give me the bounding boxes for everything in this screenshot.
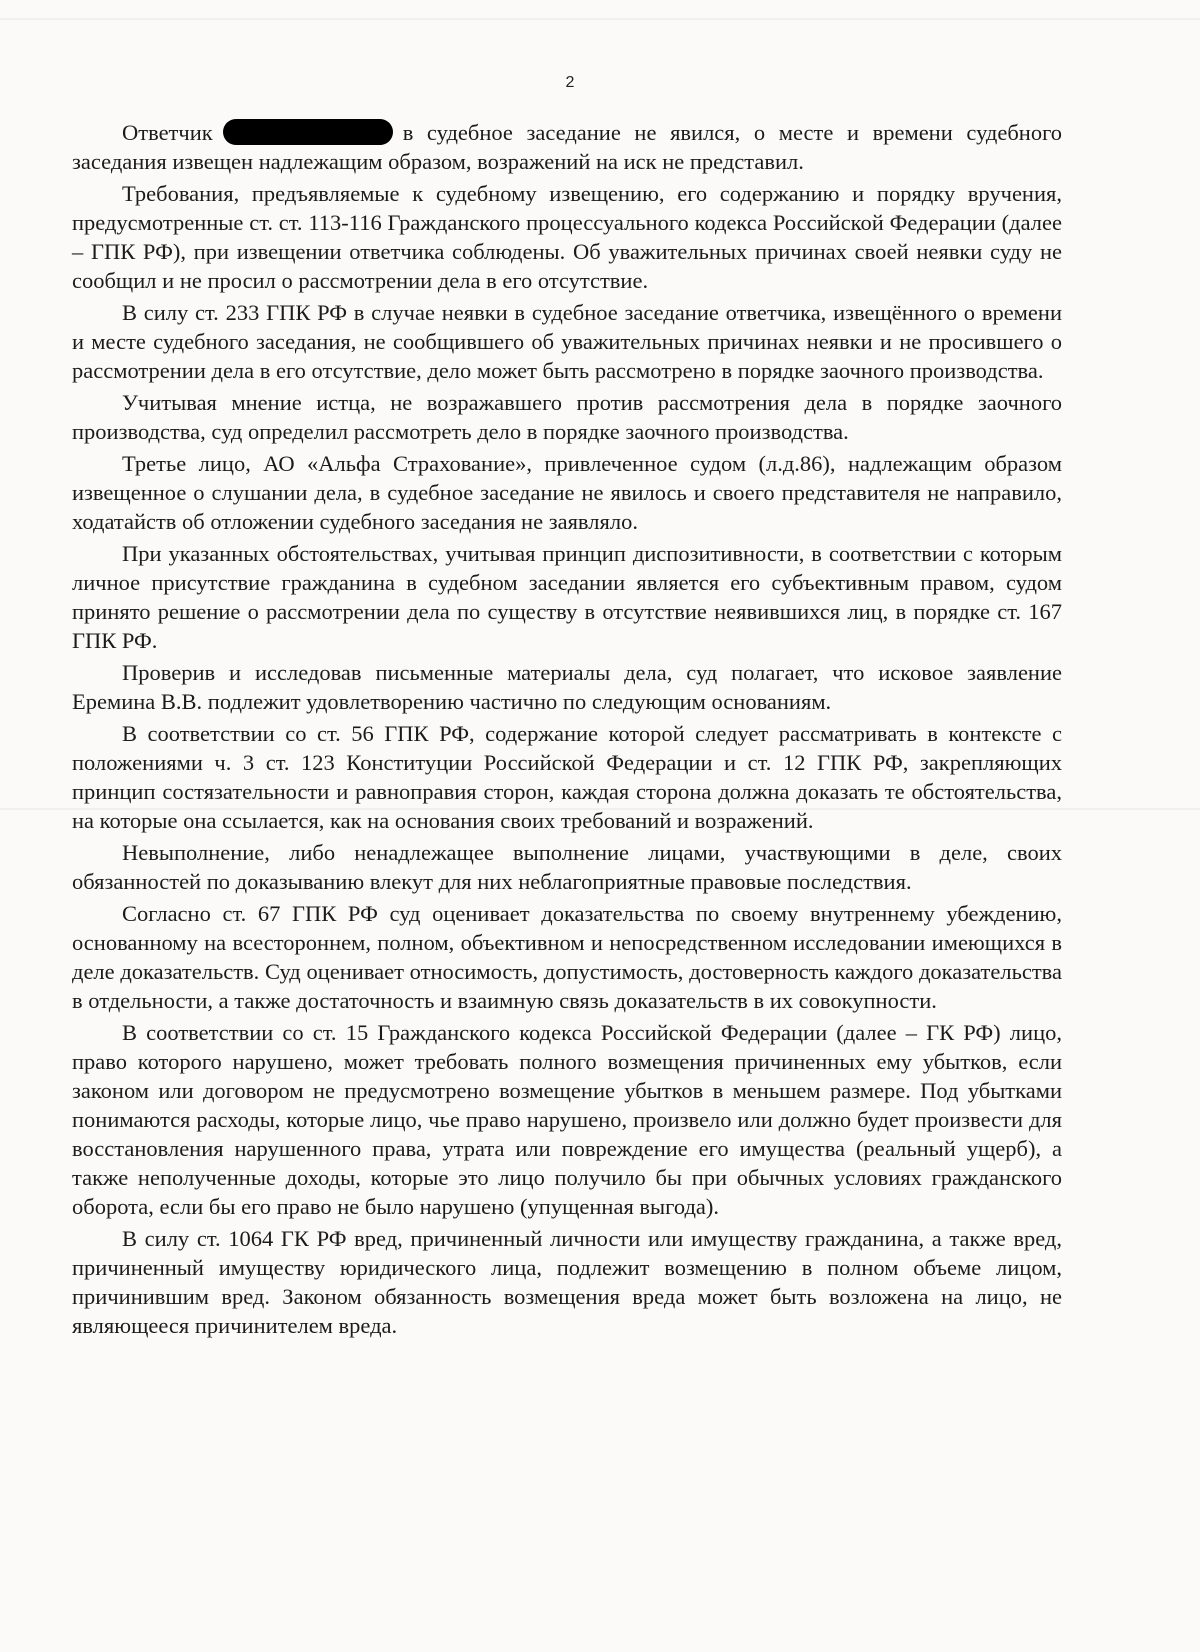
paragraph-2: Требования, предъявляемые к судебному извещению, его содержанию и порядку вручения, предусмотренные ст. ст. 113-116 Гражданского процессуального кодекса Российской Федерации (далее – ГПК РФ), при извещении ответчика соблюдены. Об уважительных причинах своей неявки суду не сообщил и не просил о рассмотрении дела в его отсутствие. bbox=[72, 181, 1062, 293]
paragraph-9: Невыполнение, либо ненадлежащее выполнение лицами, участвующими в деле, своих обязанностей по доказыванию влекут для них неблагоприятные правовые последствия. bbox=[72, 840, 1062, 894]
paper-fold bbox=[0, 18, 1200, 20]
paragraph-5: Третье лицо, АО «Альфа Страхование», привлеченное судом (л.д.86), надлежащим образом извещенное о слушании дела, в судебное заседание не явилось и своего представителя не направило, ходатайств об отложении судебного заседания не заявляло. bbox=[72, 451, 1062, 534]
paragraph-11: В соответствии со ст. 15 Гражданского кодекса Российской Федерации (далее – ГК РФ) лицо, право которого нарушено, может требовать полного возмещения причиненных ему убытков, если законом или договором не предусмотрено возмещение убытков в меньшем размере. Под убытками понимаются расходы, которые лицо, чье право нарушено, произвело или должно будет произвести для восстановления нарушенного права, утрата или повреждение его имущества (реальный ущерб), а также неполученные доходы, которые это лицо получило бы при обычных условиях гражданского оборота, если бы его право не было нарушено (упущенная выгода). bbox=[72, 1020, 1062, 1219]
paragraph-1-lead: Ответчик bbox=[122, 120, 213, 145]
document-body bbox=[72, 118, 1062, 1343]
paragraph-12: В силу ст. 1064 ГК РФ вред, причиненный личности или имуществу гражданина, а также вред, причиненный имуществу юридического лица, подлежит возмещению в полном объеме лицом, причинившим вред. Законом обязанность возмещения вреда может быть возложена на лицо, не являющееся причинителем вреда. bbox=[72, 1226, 1062, 1338]
paragraph-1-rest: в судебное заседание не явился, о месте и времени судебного заседания извещен надлежащим образом, возражений на иск не представил. bbox=[72, 120, 1062, 174]
paragraph-10: Согласно ст. 67 ГПК РФ суд оценивает доказательства по своему внутреннему убеждению, основанному на всестороннем, полном, объективном и непосредственном исследовании имеющихся в деле доказательств. Суд оценивает относимость, допустимость, достоверность каждого доказательства в отдельности, а также достаточность и взаимную связь доказательств в их совокупности. bbox=[72, 901, 1062, 1013]
paragraph-3: В силу ст. 233 ГПК РФ в случае неявки в судебное заседание ответчика, извещённого о времени и месте судебного заседания, не сообщившего об уважительных причинах неявки и не просившего о рассмотрении дела в его отсутствие, дело может быть рассмотрено в порядке заочного производства. bbox=[72, 300, 1062, 383]
paragraph-8: В соответствии со ст. 56 ГПК РФ, содержание которой следует рассматривать в контексте с положениями ч. 3 ст. 123 Конституции Российской Федерации и ст. 12 ГПК РФ, закрепляющих принцип состязательности и равноправия сторон, каждая сторона должна доказать те обстоятельства, на которые она ссылается, как на основания своих требований и возражений. bbox=[72, 721, 1062, 833]
paragraph-7: Проверив и исследовав письменные материалы дела, суд полагает, что исковое заявление Еремина В.В. подлежит удовлетворению частично по следующим основаниям. bbox=[72, 660, 1062, 714]
paragraph-1 bbox=[72, 118, 1062, 176]
redacted-name bbox=[223, 119, 393, 145]
paragraph-6: При указанных обстоятельствах, учитывая принцип диспозитивности, в соответствии с которым личное присутствие гражданина в судебном заседании является его субъективным правом, судом принято решение о рассмотрении дела по существу в отсутствие неявившихся лиц, в порядке ст. 167 ГПК РФ. bbox=[72, 541, 1062, 653]
page-number: 2 bbox=[565, 74, 575, 91]
paragraph-4: Учитывая мнение истца, не возражавшего против рассмотрения дела в порядке заочного производства, суд определил рассмотреть дело в порядке заочного производства. bbox=[72, 390, 1062, 444]
